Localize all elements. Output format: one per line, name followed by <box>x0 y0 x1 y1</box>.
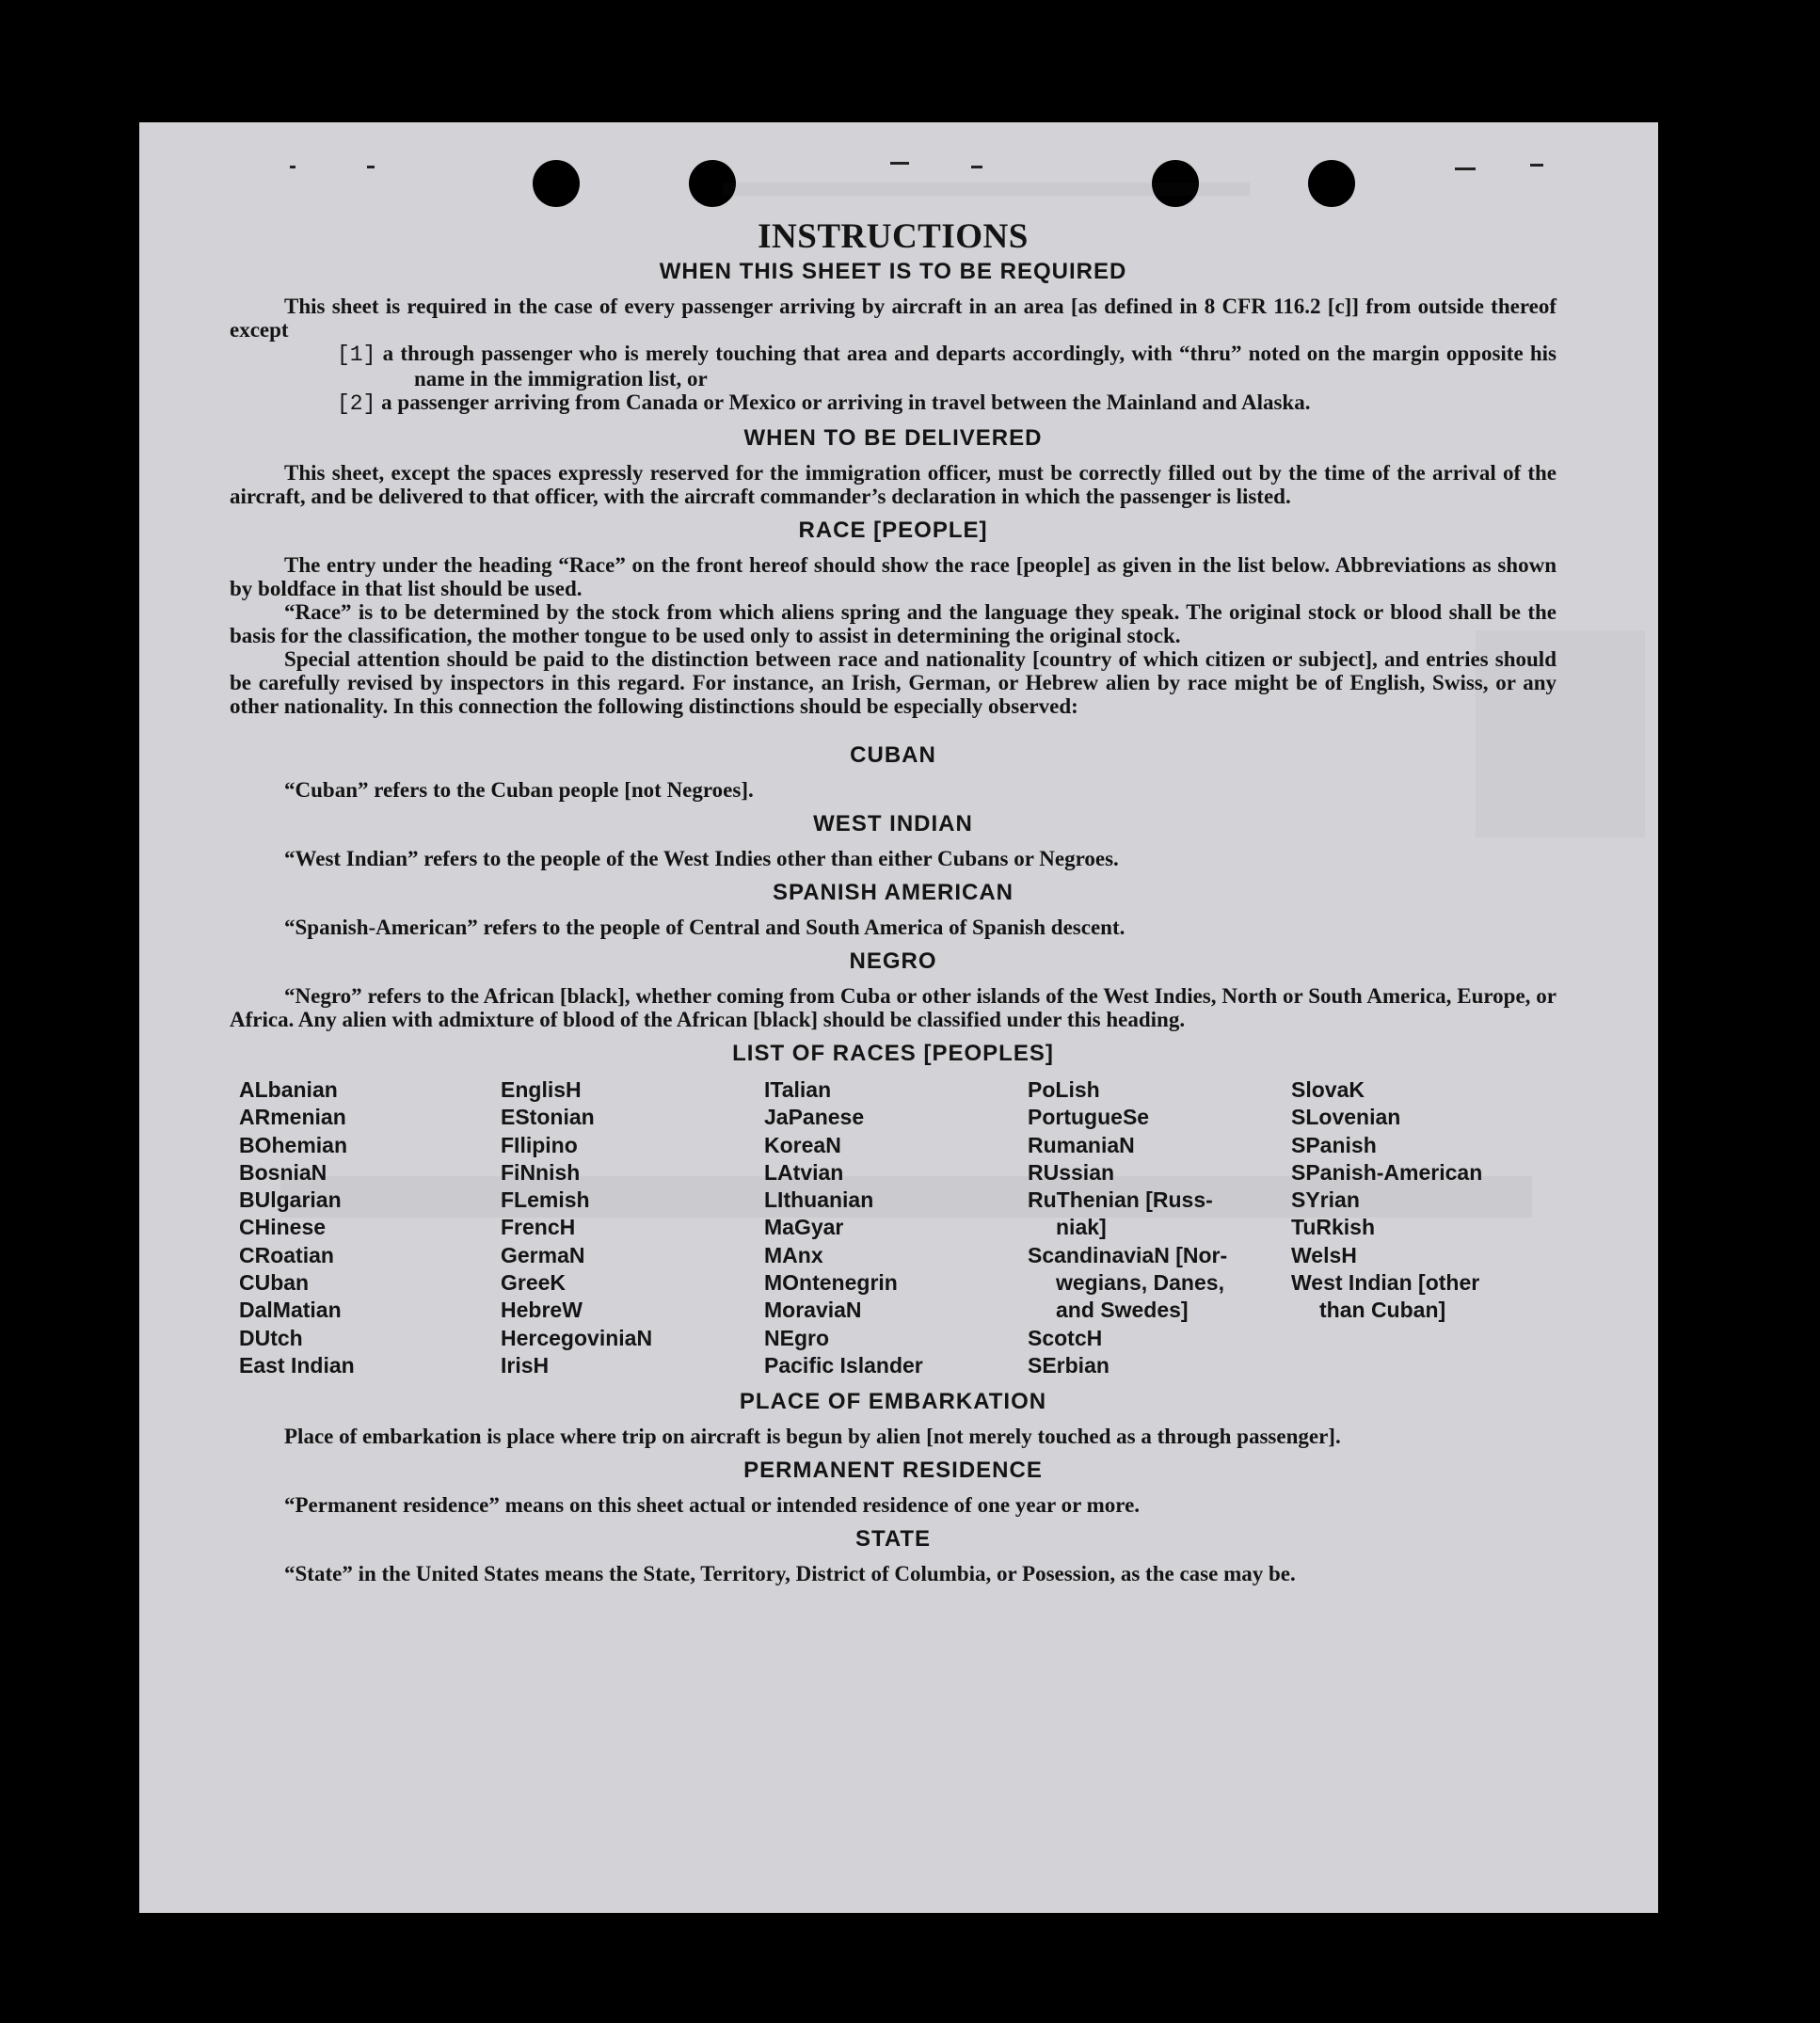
race-entry-continuation: than Cuban] <box>1319 1298 1446 1323</box>
race-entry: ARmenian <box>239 1105 346 1130</box>
race-entry: DalMatian <box>239 1298 342 1323</box>
race-entry: JaPanese <box>764 1105 865 1130</box>
race-entry: HebreW <box>501 1298 583 1323</box>
race-entry: BUlgarian <box>239 1187 342 1213</box>
race-entry: FrencH <box>501 1215 576 1240</box>
race-entry: BOhemian <box>239 1132 348 1157</box>
document-sheet <box>139 122 1658 1913</box>
race-entry: RumaniaN <box>1028 1132 1135 1157</box>
race-entry: RuThenian [Russ- <box>1028 1187 1213 1213</box>
race-entry: GreeK <box>501 1270 567 1296</box>
race-entry: EnglisH <box>501 1077 582 1102</box>
races-column <box>239 1076 501 1379</box>
race-paragraph: The entry under the heading “Race” on the front hereof should show the race [people] as given in the list below. Abbreviations as shown by boldface in that list should be used. <box>230 553 1557 600</box>
race-paragraph: Special attention should be paid to the distinction between race and nationality [country of which citizen or subject], and entries should be carefully revised by inspectors in this regard. For instance, an Irish, German, or Hebrew alien by race might be of English, Swiss, or any other nationality. In this connection the following distinctions should be especially observed: <box>230 647 1557 718</box>
race-entry: LIthuanian <box>764 1187 874 1213</box>
item-text: a through passenger who is merely touching that area and departs accordingly, with “thru” noted on the margin opposite his name in the immigration list, or <box>382 342 1557 390</box>
race-entry: West Indian [other <box>1291 1270 1480 1296</box>
race-entry: SlovaK <box>1291 1077 1365 1102</box>
race-entry: MaGyar <box>764 1215 844 1240</box>
speck-mark <box>1530 164 1543 167</box>
race-entry: FLemish <box>501 1187 590 1213</box>
state-paragraph: “State” in the United States means the State, Territory, District of Columbia, or Posession, as the case may be. <box>284 1562 1296 1586</box>
race-entry: East Indian <box>239 1352 355 1378</box>
race-entry: FiNnish <box>501 1159 581 1185</box>
race-entry: CHinese <box>239 1215 327 1240</box>
race-entry: SLovenian <box>1291 1105 1401 1130</box>
races-column <box>764 1076 1028 1379</box>
section-heading-list-of-races: LIST OF RACES [PEOPLES] <box>732 1041 1054 1066</box>
section-heading-when-delivered: WHEN TO BE DELIVERED <box>743 425 1043 451</box>
speck-mark <box>367 166 375 168</box>
race-entry: PoLish <box>1028 1077 1100 1102</box>
embarkation-paragraph: Place of embarkation is place where trip on aircraft is begun by alien [not merely touched as a through passenger]. <box>284 1425 1341 1449</box>
race-entry-continuation: wegians, Danes, <box>1056 1270 1224 1296</box>
section-heading-west-indian: WEST INDIAN <box>813 811 973 836</box>
race-entry: DUtch <box>239 1325 303 1350</box>
race-entry: EStonian <box>501 1105 595 1130</box>
race-entry: MAnx <box>764 1242 823 1267</box>
race-entry: SErbian <box>1028 1352 1110 1378</box>
residence-paragraph: “Permanent residence” means on this sheet actual or intended residence of one year or more. <box>284 1493 1141 1518</box>
races-list <box>239 1076 1557 1379</box>
spanish-american-paragraph: “Spanish-American” refers to the people of Central and South America of Spanish descent. <box>284 916 1126 939</box>
race-entry: BosniaN <box>239 1159 327 1185</box>
race-entry: IrisH <box>501 1352 550 1378</box>
race-entry: KoreaN <box>764 1132 841 1157</box>
race-entry: LAtvian <box>764 1159 844 1185</box>
section-heading-state: STATE <box>854 1526 932 1553</box>
race-entry: PortugueSe <box>1028 1105 1150 1130</box>
races-column <box>1291 1076 1573 1379</box>
item-number: [2] <box>337 391 376 416</box>
west-indian-paragraph: “West Indian” refers to the people of the West Indies other than either Cubans or Negroes. <box>284 847 1119 870</box>
race-entry: CUban <box>239 1270 310 1296</box>
section-heading-permanent-residence: PERMANENT RESIDENCE <box>743 1458 1043 1484</box>
cuban-paragraph: “Cuban” refers to the Cuban people [not Negroes]. <box>284 778 754 802</box>
race-entry: MOntenegrin <box>764 1270 898 1296</box>
when-delivered-paragraph: This sheet, except the spaces expressly reserved for the immigration officer, must be correctly filled out by the time of the arrival of the aircraft, and be delivered to that officer, with the aircraft commander’s declaration in which the passenger is listed. <box>230 461 1557 508</box>
speck-mark <box>971 166 982 168</box>
race-entry: ALbanian <box>239 1077 338 1102</box>
race-entry: SPanish-American <box>1291 1159 1483 1185</box>
section-heading-negro: NEGRO <box>849 948 937 974</box>
punch-hole <box>1308 160 1355 207</box>
races-column <box>501 1076 764 1379</box>
when-required-item-2 <box>230 390 1557 416</box>
speck-mark <box>290 166 295 168</box>
section-heading-embarkation: PLACE OF EMBARKATION <box>739 1389 1047 1415</box>
race-paragraph: “Race” is to be determined by the stock from which aliens spring and the language they speak. The original stock or blood shall be the basis for the classification, the mother tongue to be used only to assist in determining the original stock. <box>230 600 1557 647</box>
race-entry: FIlipino <box>501 1132 578 1157</box>
race-entry-continuation: niak] <box>1056 1215 1107 1240</box>
speck-mark <box>1455 167 1476 170</box>
race-entry: MoraviaN <box>764 1298 862 1323</box>
race-entry: RUssian <box>1028 1159 1115 1185</box>
race-entry: SPanish <box>1291 1132 1377 1157</box>
negro-paragraph: “Negro” refers to the African [black], whether coming from Cuba or other islands of the West Indies, North or South America, Europe, or Africa. Any alien with admixture of blood of the African [black] should be classified under this heading. <box>230 984 1557 1031</box>
race-entry: HercegoviniaN <box>501 1325 653 1350</box>
section-heading-race: RACE [PEOPLE] <box>798 518 988 543</box>
race-entry: WelsH <box>1291 1242 1357 1267</box>
races-column <box>1028 1076 1291 1379</box>
race-entry: NEgro <box>764 1325 829 1350</box>
instructions-content <box>230 216 1557 1585</box>
race-entry: TuRkish <box>1291 1215 1376 1240</box>
race-entry-continuation: and Swedes] <box>1056 1298 1189 1323</box>
section-heading-spanish-american: SPANISH AMERICAN <box>772 880 1014 905</box>
race-entry: Pacific Islander <box>764 1352 923 1378</box>
item-number: [1] <box>337 342 376 367</box>
race-entry: GermaN <box>501 1242 585 1267</box>
speck-mark <box>890 162 909 165</box>
item-text: a passenger arriving from Canada or Mexico or arriving in travel between the Mainland and Alaska. <box>381 390 1311 414</box>
punch-hole <box>533 160 580 207</box>
race-entry: CRoatian <box>239 1242 334 1267</box>
race-entry: SYrian <box>1291 1187 1360 1213</box>
bleed-through-shadow <box>723 183 1250 196</box>
when-required-item-1 <box>230 342 1557 390</box>
race-entry: ITalian <box>764 1077 832 1102</box>
race-entry: ScandinaviaN [Nor- <box>1028 1242 1228 1267</box>
race-entry: ScotcH <box>1028 1325 1103 1350</box>
when-required-paragraph: This sheet is required in the case of every passenger arriving by aircraft in an area [as defined in 8 CFR 116.2 [c]] from outside thereof except <box>230 295 1557 342</box>
section-heading-when-required: WHEN THIS SHEET IS TO BE REQUIRED <box>659 259 1127 284</box>
page-title: INSTRUCTIONS <box>758 217 1029 256</box>
section-heading-cuban: CUBAN <box>850 742 936 768</box>
